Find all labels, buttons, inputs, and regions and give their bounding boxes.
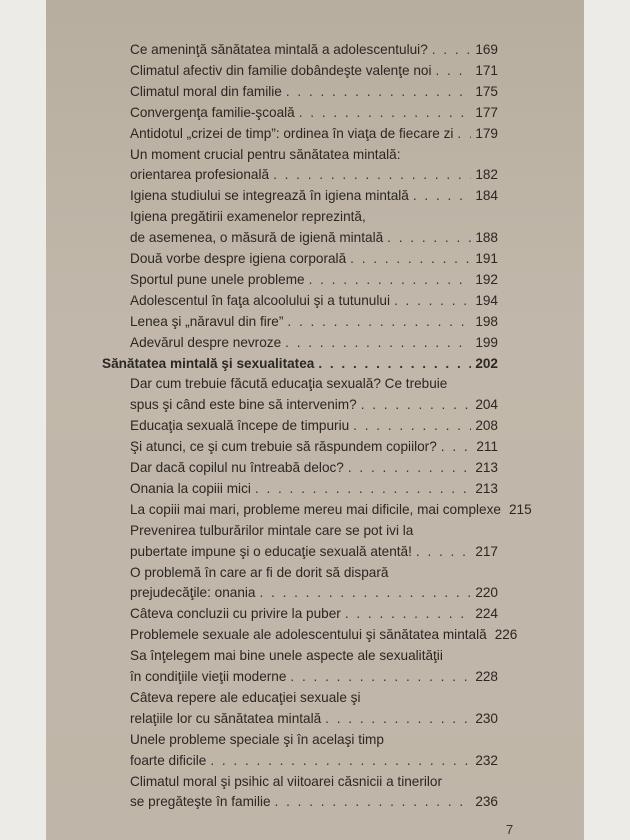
toc-entry-title: Un moment crucial pentru sănătatea mintală:	[130, 146, 401, 162]
toc-entry	[46, 61, 584, 82]
dot-leader	[413, 186, 471, 206]
book-page	[46, 0, 584, 840]
toc-entry	[46, 730, 584, 772]
dot-leader	[259, 583, 471, 603]
dot-leader	[255, 479, 471, 499]
toc-entry-title: spus şi când este bine să intervenim?	[130, 397, 357, 413]
toc-page-number: 198	[475, 313, 498, 329]
toc-entry-title: Sănătatea mintală şi sexualitatea	[102, 355, 315, 371]
toc-entry-title: Lenea şi „năravul din fire”	[130, 313, 284, 329]
toc-entry-title: Sa înţelegem mai bine unele aspecte ale sexualităţii	[130, 648, 443, 664]
toc-entry	[46, 416, 584, 437]
toc-entry-title: Şi atunci, ce şi cum trebuie să răspundem copiilor?	[130, 439, 437, 455]
dot-leader	[285, 333, 471, 353]
toc-entry-title: Dar dacă copilul nu întreabă deloc?	[130, 460, 344, 475]
toc-entry-title: Prevenirea tulburărilor mintale care se pot ivi la	[130, 522, 414, 538]
dot-leader	[210, 751, 471, 771]
dot-leader	[275, 792, 472, 812]
toc-page-number: 232	[475, 752, 498, 768]
page-corner-mark: 7	[506, 822, 514, 837]
toc-page-number: 228	[475, 668, 498, 684]
toc-entry-title: O problemă în care ar fi de dorit să dispară	[130, 564, 389, 580]
toc-entry-title: se pregăteşte în familie	[130, 794, 271, 810]
toc-entry	[46, 333, 584, 354]
toc-page-number: 215	[508, 501, 532, 517]
toc-page-number: 204	[475, 397, 498, 413]
toc-entry	[46, 688, 584, 730]
toc-entry-title: La copiii mai mari, probleme mereu mai dificile, mai complexe	[130, 501, 501, 517]
toc-page-number: 177	[475, 104, 498, 120]
toc-page-number: 211	[476, 439, 498, 455]
dot-leader	[394, 291, 471, 311]
toc-entry	[46, 625, 584, 646]
toc-page-number: 226	[494, 627, 518, 643]
toc-entry-title: Sportul pune unele probleme	[130, 271, 305, 287]
toc-page-number: 230	[475, 710, 498, 726]
toc-entry-title: Unele probleme speciale şi în acelaşi timp	[130, 731, 384, 747]
toc-entry-title: Climatul moral şi psihic al viitoarei căsnicii a tinerilor	[130, 773, 442, 789]
toc-entry-title: Câteva repere ale educaţiei sexuale şi	[130, 689, 361, 705]
dot-leader	[348, 458, 471, 478]
toc-entry	[46, 124, 584, 145]
toc-entry-title: pubertate impune şi o educaţie sexuală atentă!	[130, 543, 412, 559]
toc-entry-title: de asemenea, o măsură de igienă mintală	[130, 230, 384, 246]
dot-leader	[457, 124, 471, 144]
toc-entry-title: Două vorbe despre igiena corporală	[130, 251, 347, 266]
toc-entry	[46, 374, 584, 416]
toc-entry-title: Igiena pregătirii examenelor reprezintă,	[130, 209, 366, 225]
toc-entry-title: Convergenţa familie-şcoală	[130, 104, 295, 120]
dot-leader	[309, 270, 472, 290]
dot-leader	[361, 395, 472, 415]
toc-page-number: 171	[475, 62, 498, 78]
dot-leader	[345, 604, 472, 624]
toc-entry	[46, 500, 584, 521]
toc-page-number: 194	[475, 292, 498, 308]
dot-leader	[432, 40, 472, 60]
toc-entry	[46, 186, 584, 207]
dot-leader	[287, 312, 471, 332]
toc-entry	[46, 479, 584, 500]
toc-entry	[46, 312, 584, 333]
toc-entry-title: Adolescentul în faţa alcoolului şi a tutunului	[130, 292, 390, 308]
toc-entry-title: Câteva concluzii cu privire la puber	[130, 606, 341, 622]
dot-leader	[387, 228, 471, 248]
toc-entry	[46, 604, 584, 625]
dot-leader	[441, 437, 473, 457]
toc-page-number: 175	[475, 83, 498, 99]
toc-entry	[46, 458, 584, 479]
toc-page-number: 213	[475, 460, 498, 475]
toc-entry-title: prejudecăţile: onania	[130, 585, 256, 601]
dot-leader	[299, 103, 472, 123]
dot-leader	[350, 249, 471, 269]
dot-leader	[286, 82, 471, 102]
toc-page-number: 169	[475, 42, 498, 57]
toc-entry-title: Igiena studiului se integrează în igiena mintală	[130, 188, 409, 204]
toc-page-number: 182	[475, 167, 498, 183]
dot-leader	[290, 667, 471, 687]
toc-entry-title: Problemele sexuale ale adolescentului şi sănătatea mintală	[130, 627, 487, 643]
toc-page-number: 236	[475, 794, 498, 810]
toc-page-number: 199	[475, 334, 498, 350]
toc-entry	[46, 40, 584, 61]
toc-entry-title: relaţiile lor cu sănătatea mintală	[130, 710, 322, 726]
toc-entry-title: în condiţiile vieţii moderne	[130, 668, 287, 684]
toc-entry-title: Adevărul despre nevroze	[130, 334, 282, 350]
toc-entry-title: Dar cum trebuie făcută educaţia sexuală? Ce trebuie	[130, 376, 448, 392]
toc-entry	[46, 521, 584, 563]
toc-entry-title: Antidotul „crizei de timp”: ordinea în viaţa de fiecare zi	[130, 125, 454, 141]
toc-page-number: 179	[475, 125, 498, 141]
toc-page-number: 184	[475, 188, 498, 204]
toc-entry	[46, 145, 584, 187]
toc-page-number: 213	[475, 480, 498, 496]
toc-page-number: 192	[475, 271, 498, 287]
toc-page-number: 191	[475, 251, 498, 266]
toc-entry	[46, 646, 584, 688]
toc-entry	[46, 354, 584, 375]
dot-leader	[325, 709, 471, 729]
dot-leader	[436, 61, 472, 81]
toc-entry	[46, 563, 584, 605]
toc-entry-title: Educaţia sexuală începe de timpuriu	[130, 418, 350, 434]
toc-entry	[46, 82, 584, 103]
toc-entry	[46, 291, 584, 312]
toc-page-number: 224	[475, 606, 498, 622]
toc-page-number: 202	[475, 355, 498, 371]
toc-entry-title: orientarea profesională	[130, 167, 270, 183]
dot-leader	[318, 354, 471, 374]
toc-entry	[46, 270, 584, 291]
dot-leader	[416, 542, 471, 562]
toc-page-number: 188	[475, 230, 498, 246]
toc-entry	[46, 437, 584, 458]
toc-entry	[46, 207, 584, 249]
toc-page-number: 208	[475, 418, 498, 434]
toc-entry	[46, 772, 584, 814]
toc-entry-title: Ce ameninţă sănătatea mintală a adolescentului?	[130, 42, 428, 57]
toc-entry	[46, 249, 584, 270]
table-of-contents	[46, 0, 584, 840]
dot-leader	[273, 165, 471, 185]
dot-leader	[353, 416, 471, 436]
toc-entry-title: Climatul moral din familie	[130, 83, 282, 99]
toc-entry-title: Climatul afectiv din familie dobândeşte valenţe noi	[130, 62, 432, 78]
toc-entry-title: foarte dificile	[130, 752, 207, 768]
toc-page-number: 220	[475, 585, 498, 601]
toc-page-number: 217	[475, 543, 498, 559]
toc-entry-title: Onania la copiii mici	[130, 480, 251, 496]
toc-entry	[46, 103, 584, 124]
